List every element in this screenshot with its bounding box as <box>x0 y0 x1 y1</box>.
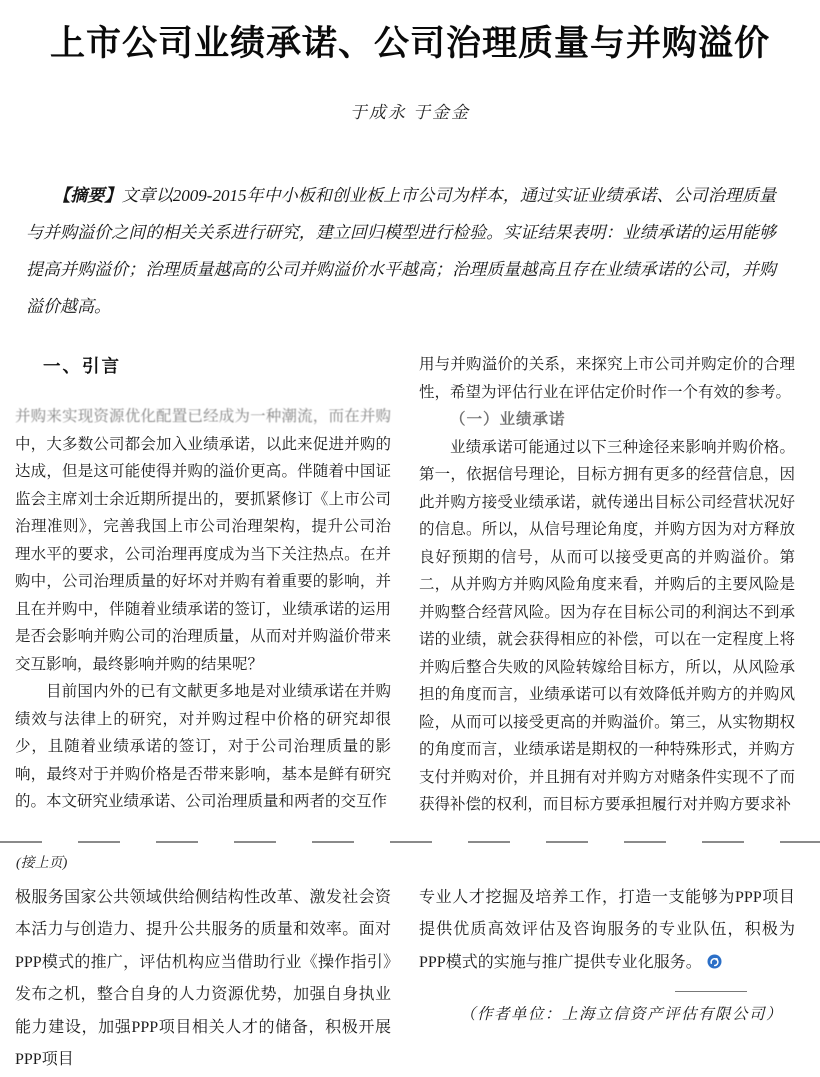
affiliation-rule <box>675 991 747 992</box>
section-heading-introduction: 一、引言 <box>43 356 121 376</box>
abstract-block <box>26 177 776 325</box>
continuation-left-paragraph: 极服务国家公共领域供给侧结构性改革、激发社会资本活力与创造力、提升公共服务的质量和效率。面对PPP模式的推广，评估机构应当借助行业《操作指引》发布之机，整合自身的人力资源优势，加强自身执业能力建设，加强PPP项目相关人才的储备，积极开展PPP项目 <box>15 888 391 1068</box>
abstract-text: 文章以2009-2015年中小板和创业板上市公司为样本，通过实证业绩承诺、公司治理质量与并购溢价之间的相关关系进行研究，建立回归模型进行检验。实证结果表明：业绩承诺的运用能够提高并购溢价；治理质量越高的公司并购溢价水平越高；治理质量越高且存在业绩承诺的公司，并购溢价越高。 <box>26 186 777 316</box>
subsection-heading-performance-commitment: （一）业绩承诺 <box>450 411 566 428</box>
left-column <box>15 351 391 819</box>
performance-commitment-paragraph: 业绩承诺可能通过以下三种途径来影响并购价格。第一，依据信号理论，目标方拥有更多的经营信息，因此并购方接受业绩承诺，就传递出目标公司经营状况好的信息。所以，从信号理论角度，并购方因为对方释放良好预期的信号，从而可以接受更高的并购溢价。第二，从并购方并购风险角度来看，并购后的主要风险是并购整合经营风险。因为存在目标公司的利润达不到承诺的业绩，就会获得相应的补偿，可以在一定程度上将并购后整合失败的风险转嫁给目标方，所以，从风险承担的角度而言，业绩承诺可以有效降低并购方的并购风险，从而可以接受更高的并购溢价。第三，从实物期权的角度而言，业绩承诺是期权的一种特殊形式，并购方支付并购对价，并且拥有对并购方对赌条件实现不了而获得补偿的权利，而目标方要承担履行对并购方要求补 <box>419 438 795 813</box>
author-affiliation: （作者单位：上海立信资产评估有限公司） <box>459 1006 783 1023</box>
article-body-columns <box>15 351 795 819</box>
intro-paragraph-1-rest: 中，大多数公司都会加入业绩承诺，以此来促进并购的达成，但是这可能使得并购的溢价更高。伴随着中国证监会主席刘士余近期所提出的，要抓紧修订《上市公司治理准则》，完善我国上市公司治理架构，提升公司治理水平的要求，公司治理再度成为当下关注热点。在并购中，公司治理质量的好坏对并购有着重要的影响，并且在并购中，伴随着业绩承诺的签订，业绩承诺的运用是否会影响并购公司的治理质量，从而对并购溢价带来交互影响，最终影响并购的结果呢？ <box>15 435 391 673</box>
continuation-columns <box>15 882 795 1077</box>
right-column <box>419 351 795 819</box>
continuation-left-column <box>15 882 391 1077</box>
dashed-divider <box>0 841 820 843</box>
intro-paragraph-1 <box>15 403 391 678</box>
intro-paragraph-2: 目前国内外的已有文献更多地是对业绩承诺在并购绩效与法律上的研究，对并购过程中价格的研究却很少，且随着业绩承诺的签订，对于公司治理质量的影响，最终对于并购价格是否带来影响，基本是鲜有研究的。本文研究业绩承诺、公司治理质量和两者的交互作 <box>15 683 391 810</box>
intro-paragraph-3: 用与并购溢价的关系，来探究上市公司并购定价的合理性，希望为评估行业在评估定价时作一个有效的参考。 <box>419 356 795 401</box>
journal-end-mark-icon <box>707 949 722 982</box>
continued-from-previous-page-label: (接上页) <box>16 855 68 871</box>
continuation-right-column <box>419 882 795 1077</box>
article-authors: 于成永 于金金 <box>349 103 471 122</box>
article-title: 上市公司业绩承诺、公司治理质量与并购溢价 <box>49 24 770 63</box>
abstract-label: 【摘要】 <box>53 186 122 205</box>
continuation-right-paragraph <box>419 882 795 982</box>
continuation-right-text: 专业人才挖掘及培养工作，打造一支能够为PPP项目提供优质高效评估及咨询服务的专业队伍，积极为PPP模式的实施与推广提供专业化服务。 <box>419 888 795 971</box>
faded-scan-line: 并购来实现资源优化配置已经成为一种潮流，而在并购 <box>15 408 391 425</box>
